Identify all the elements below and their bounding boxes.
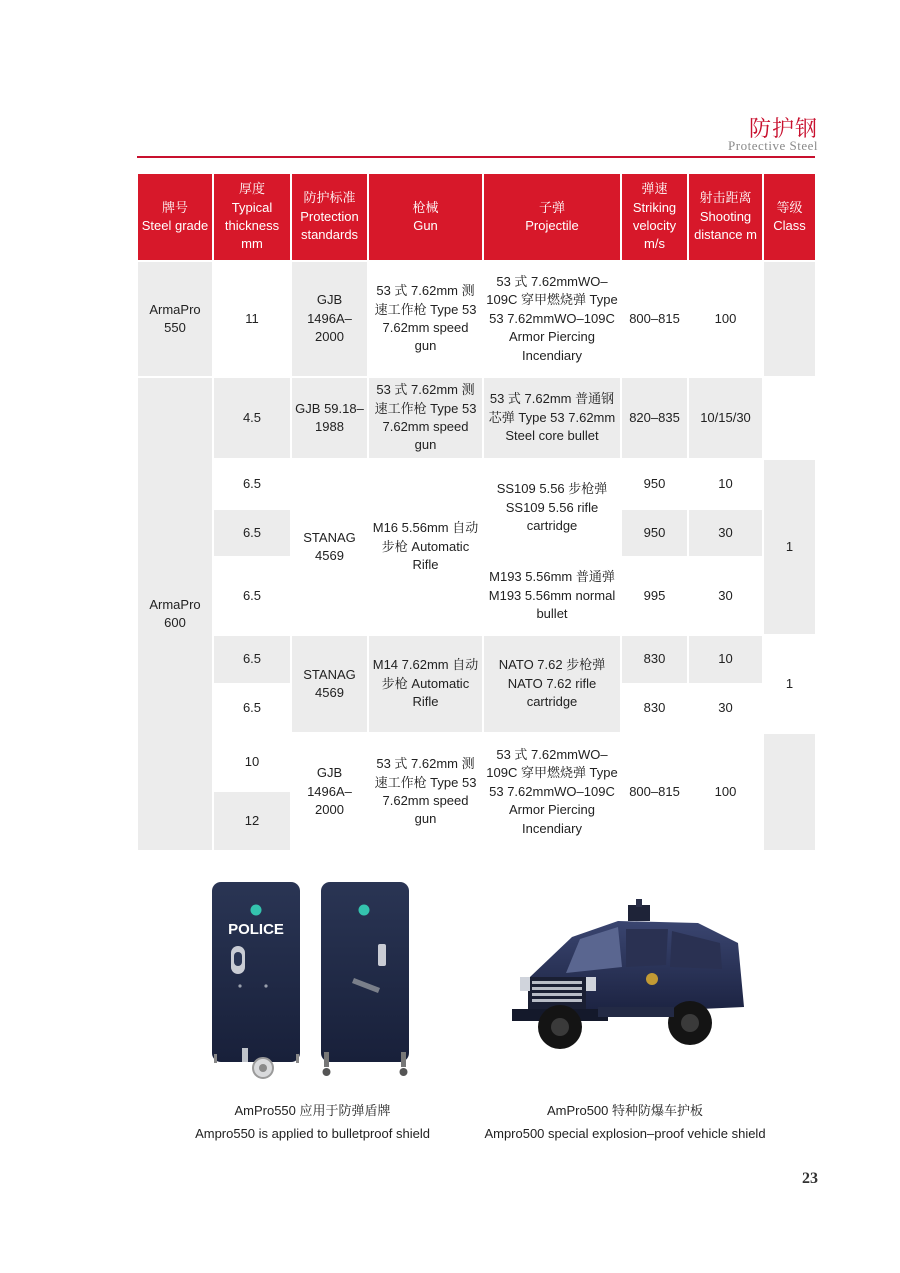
thickness-cell: 6.5 [213, 509, 291, 557]
grade-cell: ArmaPro 600 [137, 377, 213, 851]
header-velocity: 弹速 Striking velocity m/s [621, 173, 688, 261]
shield-back-light-icon [359, 905, 370, 916]
bulletproof-shield-photo [208, 880, 413, 1085]
thickness-cell: 6.5 [213, 459, 291, 509]
thickness-cell: 6.5 [213, 557, 291, 635]
protection-spec-table [136, 172, 817, 852]
shield-light-icon [251, 905, 262, 916]
standard-cell: GJB 1496A–2000 [291, 261, 368, 377]
table-row [137, 635, 816, 684]
thickness-cell: 11 [213, 261, 291, 377]
standard-cell: STANAG 4569 [291, 635, 368, 733]
velocity-cell: 950 [621, 509, 688, 557]
page-header-title-cn: 防护钢 [748, 117, 818, 142]
projectile-cell: NATO 7.62 步枪弹 NATO 7.62 rifle cartridge [483, 635, 621, 733]
header-thickness: 厚度 Typical thickness mm [213, 173, 291, 261]
thickness-cell: 12 [213, 791, 291, 851]
projectile-cell: M193 5.56mm 普通弹 M193 5.56mm normal bullet [483, 557, 621, 635]
gun-cell: M16 5.56mm 自动步枪 Automatic Rifle [368, 459, 483, 635]
header-standards: 防护标准 Protection standards [291, 173, 368, 261]
page-header-title-en: Protective Steel [728, 138, 818, 153]
velocity-cell: 800–815 [621, 733, 688, 851]
class-cell-empty [763, 733, 816, 851]
header-divider [137, 156, 815, 158]
projectile-cell: 53 式 7.62mmWO–109C 穿甲燃烧弹 Type 53 7.62mmWO–109C Armor Piercing Incendiary [483, 261, 621, 377]
page-number: 23 [802, 1170, 818, 1187]
thickness-cell: 4.5 [213, 377, 291, 459]
header-gun: 枪械 Gun [368, 173, 483, 261]
velocity-cell: 800–815 [621, 261, 688, 377]
velocity-cell: 820–835 [621, 377, 688, 459]
distance-cell: 10 [688, 459, 763, 509]
projectile-cell: SS109 5.56 步枪弹 SS109 5.56 rifle cartridge [483, 459, 621, 557]
armored-vehicle-photo [500, 895, 760, 1065]
class-cell: 1 [763, 459, 816, 635]
header-distance: 射击距离 Shooting distance m [688, 173, 763, 261]
thickness-cell: 6.5 [213, 635, 291, 684]
vehicle-caption [470, 1101, 780, 1144]
standard-cell: GJB 1496A–2000 [291, 733, 368, 851]
projectile-cell: 53 式 7.62mm 普通钢芯弹 Type 53 7.62mm Steel core bullet [483, 377, 621, 459]
distance-cell: 10/15/30 [688, 377, 763, 459]
velocity-cell: 830 [621, 684, 688, 733]
gun-cell: 53 式 7.62mm 测速工作枪 Type 53 7.62mm speed gun [368, 377, 483, 459]
table-row [137, 261, 816, 377]
velocity-cell: 830 [621, 635, 688, 684]
thickness-cell: 6.5 [213, 684, 291, 733]
class-cell: 1 [763, 635, 816, 733]
shield-caption-cn: AmPro550 应用于防弹盾牌 [234, 1103, 391, 1118]
table-row [137, 377, 816, 459]
header-steel-grade: 牌号 Steel grade [137, 173, 213, 261]
table-row [137, 459, 816, 509]
class-cell-empty [763, 261, 816, 377]
shield-police-label: POLICE [228, 921, 284, 938]
distance-cell: 100 [688, 261, 763, 377]
distance-cell: 30 [688, 557, 763, 635]
grade-cell: ArmaPro 550 [137, 261, 213, 377]
shield-caption-en: Ampro550 is applied to bulletproof shield [195, 1126, 430, 1141]
gun-cell: M14 7.62mm 自动步枪 Automatic Rifle [368, 635, 483, 733]
vehicle-caption-en: Ampro500 special explosion–proof vehicle shield [484, 1126, 766, 1141]
standard-cell: STANAG 4569 [291, 459, 368, 635]
header-class: 等级 Class [763, 173, 816, 261]
velocity-cell: 995 [621, 557, 688, 635]
standard-cell: GJB 59.18–1988 [291, 377, 368, 459]
vehicle-caption-cn: AmPro500 特种防爆车护板 [546, 1103, 704, 1118]
distance-cell: 30 [688, 509, 763, 557]
class-cell-empty [763, 377, 816, 459]
shield-caption [170, 1101, 455, 1144]
header-projectile: 子弹 Projectile [483, 173, 621, 261]
table-row [137, 733, 816, 791]
thickness-cell: 10 [213, 733, 291, 791]
table-header-row [137, 173, 816, 261]
distance-cell: 100 [688, 733, 763, 851]
distance-cell: 10 [688, 635, 763, 684]
gun-cell: 53 式 7.62mm 测速工作枪 Type 53 7.62mm speed gun [368, 261, 483, 377]
gun-cell: 53 式 7.62mm 测速工作枪 Type 53 7.62mm speed gun [368, 733, 483, 851]
distance-cell: 30 [688, 684, 763, 733]
projectile-cell: 53 式 7.62mmWO–109C 穿甲燃烧弹 Type 53 7.62mmWO–109C Armor Piercing Incendiary [483, 733, 621, 851]
velocity-cell: 950 [621, 459, 688, 509]
